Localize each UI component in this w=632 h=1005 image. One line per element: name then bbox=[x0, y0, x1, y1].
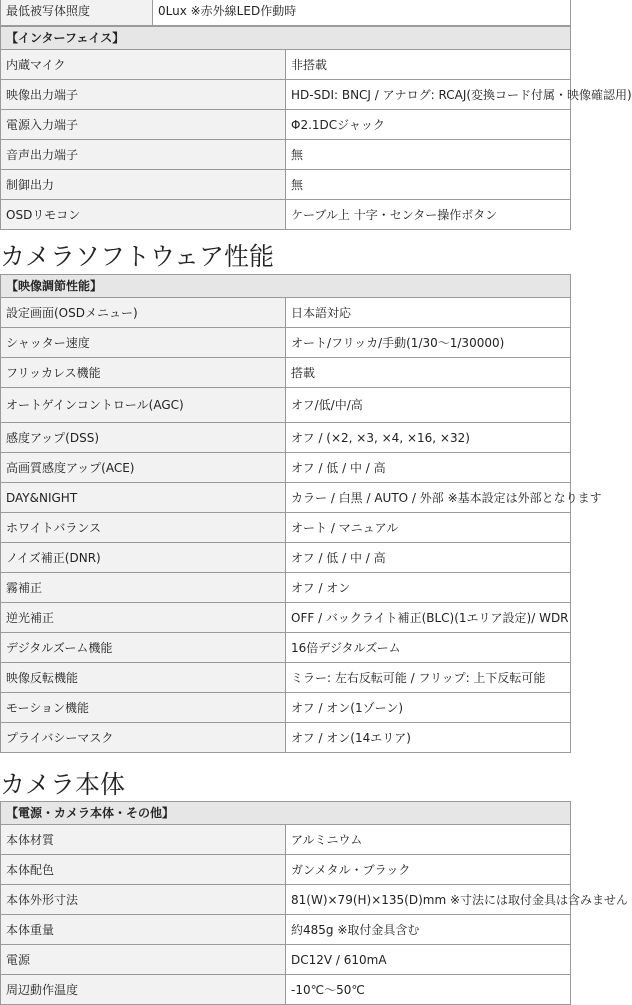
spec-label: 本体配色 bbox=[1, 855, 286, 885]
spec-value: 81(W)×79(H)×135(D)mm ※寸法には取付金具は含みません bbox=[286, 885, 571, 915]
spec-value: カラー / 白黒 / AUTO / 外部 ※基本設定は外部となります bbox=[286, 483, 571, 513]
spec-label: 映像出力端子 bbox=[1, 80, 286, 110]
spec-value: 搭載 bbox=[286, 358, 571, 388]
spec-label: DAY&NIGHT bbox=[1, 483, 286, 513]
spec-value: 約485g ※取付金具含む bbox=[286, 915, 571, 945]
spec-value: オート / マニュアル bbox=[286, 513, 571, 543]
spec-value: OFF / バックライト補正(BLC)(1エリア設定)/ WDR bbox=[286, 603, 571, 633]
section-title-software: カメラソフトウェア性能 bbox=[0, 242, 275, 271]
spec-value: オフ/低/中/高 bbox=[286, 388, 571, 423]
spec-value: オフ / オン(1ゾーン) bbox=[286, 693, 571, 723]
spec-label: 本体外形寸法 bbox=[1, 885, 286, 915]
spec-value: DC12V / 610mA bbox=[286, 945, 571, 975]
spec-label: 電源 bbox=[1, 945, 286, 975]
spec-value: オフ / (×2, ×3, ×4, ×16, ×32) bbox=[286, 423, 571, 453]
table-heading: 【映像調節性能】 bbox=[1, 275, 571, 298]
spec-table-body bbox=[0, 801, 629, 1005]
spec-label: ノイズ補正(DNR) bbox=[1, 543, 286, 573]
spec-value: ミラー: 左右反転可能 / フリップ: 上下反転可能 bbox=[286, 663, 571, 693]
spec-label: 映像反転機能 bbox=[1, 663, 286, 693]
spec-label: フリッカレス機能 bbox=[1, 358, 286, 388]
spec-label: 設定画面(OSDメニュー) bbox=[1, 298, 286, 328]
spec-label: シャッター速度 bbox=[1, 328, 286, 358]
spec-label: 制御出力 bbox=[1, 170, 286, 200]
spec-value: オート/フリッカ/手動(1/30～1/30000) bbox=[286, 328, 571, 358]
spec-label: 内蔵マイク bbox=[1, 50, 286, 80]
spec-label: モーション機能 bbox=[1, 693, 286, 723]
spec-value: 16倍デジタルズーム bbox=[286, 633, 571, 663]
spec-label: 音声出力端子 bbox=[1, 140, 286, 170]
spec-value: ガンメタル・ブラック bbox=[286, 855, 571, 885]
spec-label: 最低被写体照度 bbox=[1, 0, 153, 26]
spec-label: プライバシーマスク bbox=[1, 723, 286, 753]
spec-label: 感度アップ(DSS) bbox=[1, 423, 286, 453]
spec-label: 本体重量 bbox=[1, 915, 286, 945]
spec-table-interface bbox=[0, 26, 632, 230]
spec-value: ケーブル上 十字・センター操作ボタン bbox=[286, 200, 571, 230]
spec-label: OSDリモコン bbox=[1, 200, 286, 230]
spec-value: オフ / オン(14エリア) bbox=[286, 723, 571, 753]
spec-value: 無 bbox=[286, 140, 571, 170]
spec-value: -10℃～50℃ bbox=[286, 975, 571, 1005]
spec-value: 日本語対応 bbox=[286, 298, 571, 328]
spec-label: オートゲインコントロール(AGC) bbox=[1, 388, 286, 423]
spec-label: 周辺動作温度 bbox=[1, 975, 286, 1005]
spec-table-continued bbox=[0, 0, 571, 26]
spec-label: 本体材質 bbox=[1, 825, 286, 855]
spec-value: 無 bbox=[286, 170, 571, 200]
spec-value: アルミニウム bbox=[286, 825, 571, 855]
spec-value: HD-SDI: BNCJ / アナログ: RCAJ(変換コード付属・映像確認用) bbox=[286, 80, 571, 110]
spec-label: 高画質感度アップ(ACE) bbox=[1, 453, 286, 483]
spec-value: Φ2.1DCジャック bbox=[286, 110, 571, 140]
spec-label: 霧補正 bbox=[1, 573, 286, 603]
section-title-camera-body: カメラ本体 bbox=[0, 770, 126, 799]
spec-label: 電源入力端子 bbox=[1, 110, 286, 140]
spec-value: オフ / オン bbox=[286, 573, 571, 603]
spec-label: 逆光補正 bbox=[1, 603, 286, 633]
spec-value: オフ / 低 / 中 / 高 bbox=[286, 453, 571, 483]
spec-value: 0Lux ※赤外線LED作動時 bbox=[153, 0, 571, 26]
table-heading: 【電源・カメラ本体・その他】 bbox=[1, 802, 571, 825]
spec-table-video-adjustment bbox=[0, 274, 602, 753]
table-heading: 【インターフェイス】 bbox=[1, 27, 571, 50]
spec-value: オフ / 低 / 中 / 高 bbox=[286, 543, 571, 573]
spec-label: デジタルズーム機能 bbox=[1, 633, 286, 663]
spec-value: 非搭載 bbox=[286, 50, 571, 80]
spec-label: ホワイトバランス bbox=[1, 513, 286, 543]
